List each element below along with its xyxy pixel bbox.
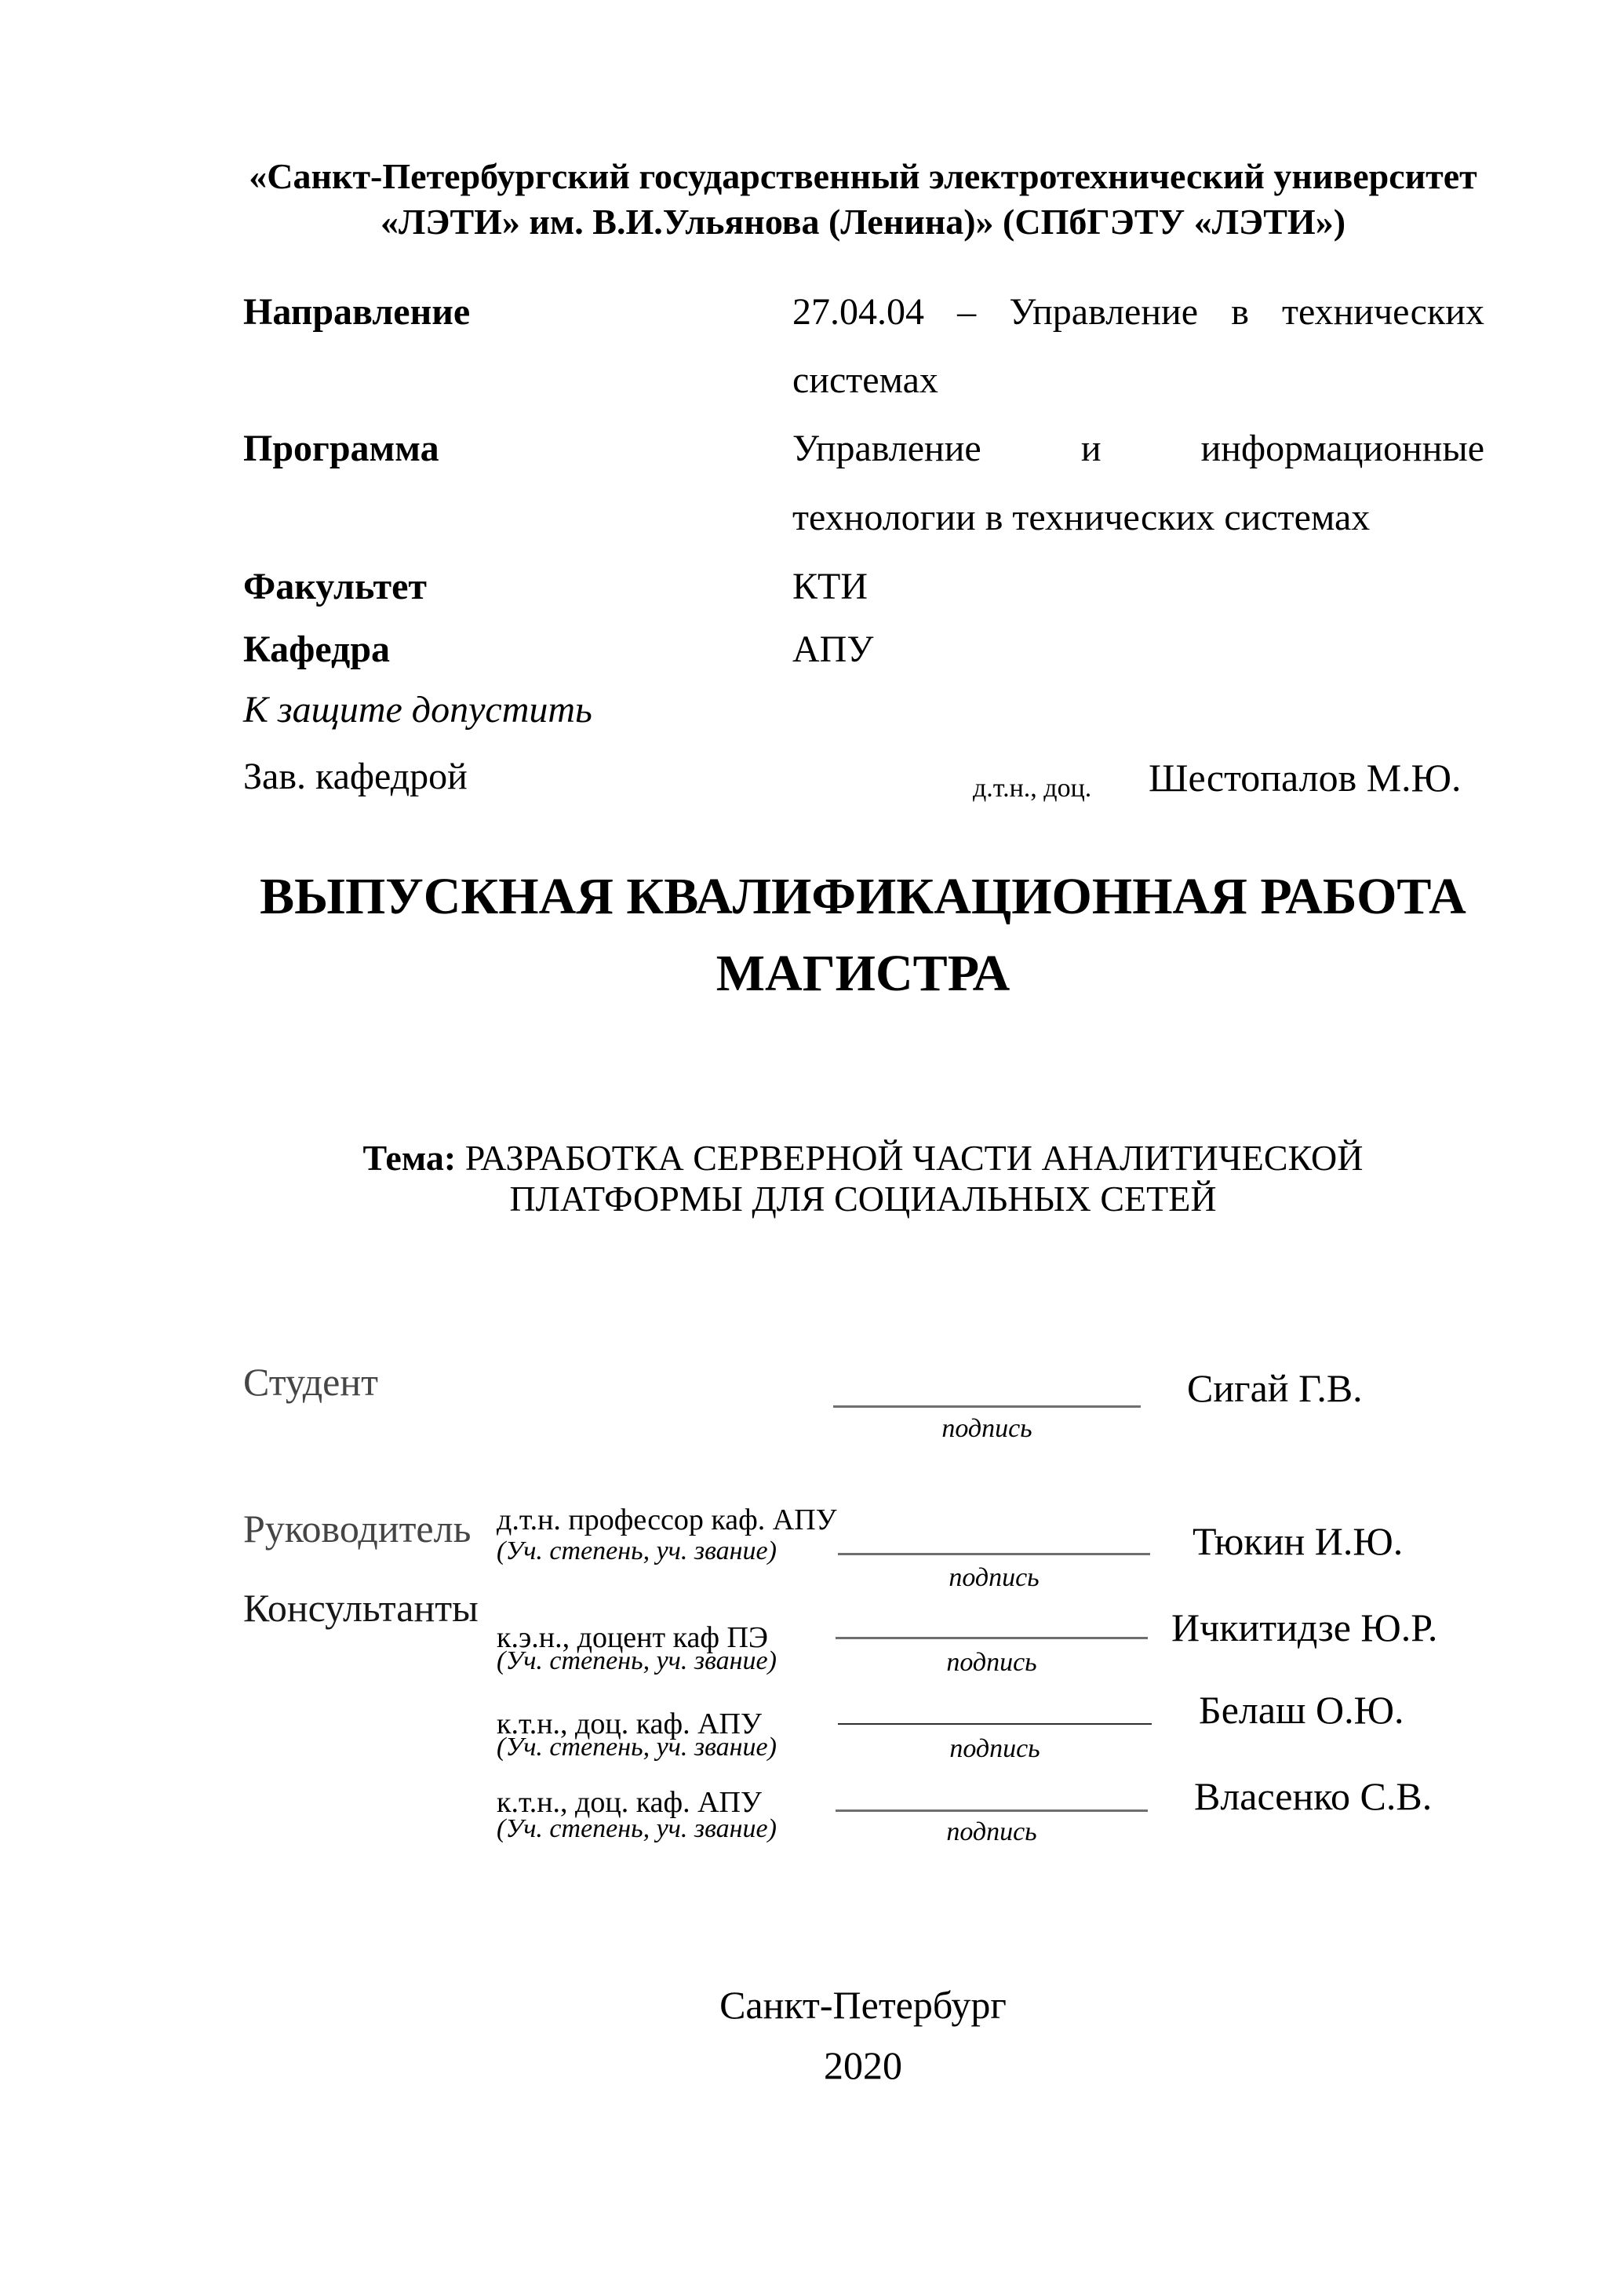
role-label-student: Студент xyxy=(243,1360,378,1404)
direction-value-line1: 27.04.04 – Управление в технических xyxy=(792,291,1484,333)
student-name: Сигай Г.В. xyxy=(1187,1366,1363,1410)
university-header-line1: «Санкт-Петербургский государственный электротехнический университет xyxy=(249,156,1477,196)
supervisor-name: Тюкин И.Ю. xyxy=(1193,1519,1404,1563)
consultant2-degree: к.т.н., доц. каф. АПУ xyxy=(497,1707,762,1740)
degree-caption: (Уч. степень, уч. звание) xyxy=(497,1536,777,1565)
signature-line xyxy=(836,1637,1148,1639)
consultant2-name: Белаш О.Ю. xyxy=(1199,1688,1404,1732)
consultant1-degree: к.э.н., доцент каф ПЭ xyxy=(497,1621,768,1654)
topic-text-line2: ПЛАТФОРМЫ ДЛЯ СОЦИАЛЬНЫХ СЕТЕЙ xyxy=(509,1179,1217,1219)
signature-caption: подпись xyxy=(949,1563,1040,1592)
signature-line xyxy=(833,1405,1141,1408)
thesis-title-line2: МАГИСТРА xyxy=(716,945,1010,1002)
signature-line xyxy=(836,1809,1148,1812)
footer-city: Санкт-Петербург xyxy=(719,1983,1007,2027)
degree-caption: (Уч. степень, уч. звание) xyxy=(497,1646,777,1675)
topic-text-line1: РАЗРАБОТКА СЕРВЕРНОЙ ЧАСТИ АНАЛИТИЧЕСКОЙ xyxy=(464,1138,1364,1178)
degree-caption: (Уч. степень, уч. звание) xyxy=(497,1814,777,1843)
signature-line xyxy=(838,1553,1150,1555)
thesis-title-line1: ВЫПУСКНАЯ КВАЛИФИКАЦИОННАЯ РАБОТА xyxy=(260,868,1466,925)
department-head-degree: д.т.н., доц. xyxy=(973,774,1092,803)
faculty-label: Факультет xyxy=(243,566,427,607)
topic-label: Тема: xyxy=(362,1138,457,1178)
degree-caption: (Уч. степень, уч. звание) xyxy=(497,1733,777,1762)
faculty-value: КТИ xyxy=(792,566,868,607)
department-head-name: Шестопалов М.Ю. xyxy=(1149,756,1462,800)
footer-year: 2020 xyxy=(824,2043,902,2087)
signature-line xyxy=(838,1723,1152,1725)
supervisor-degree: д.т.н. профессор каф. АПУ xyxy=(497,1503,837,1536)
program-value-line1: Управление и информационные xyxy=(792,428,1484,469)
direction-value-line2: системах xyxy=(792,359,938,401)
program-value-line2: технологии в технических системах xyxy=(792,497,1371,538)
department-value: АПУ xyxy=(792,629,874,670)
admission-permit-text: К защите допустить xyxy=(243,689,592,731)
consultant3-degree: к.т.н., доц. каф. АПУ xyxy=(497,1786,762,1819)
signature-caption: подпись xyxy=(941,1414,1032,1443)
department-head-label: Зав. кафедрой xyxy=(243,756,468,797)
university-header-line2: «ЛЭТИ» им. В.И.Ульянова (Ленина)» (СПбГЭТУ «ЛЭТИ») xyxy=(380,202,1346,242)
university-header xyxy=(243,154,1483,245)
thesis-title xyxy=(243,858,1483,1012)
signature-caption: подпись xyxy=(949,1734,1040,1763)
signature-caption: подпись xyxy=(946,1817,1037,1846)
program-label: Программа xyxy=(243,428,439,469)
direction-label: Направление xyxy=(243,291,471,333)
consultant1-name: Ичкитидзе Ю.Р. xyxy=(1171,1605,1438,1649)
role-label-supervisor: Руководитель xyxy=(243,1507,472,1551)
signature-caption: подпись xyxy=(946,1648,1037,1677)
topic-line1 xyxy=(243,1138,1483,1179)
consultant3-name: Власенко С.В. xyxy=(1194,1774,1433,1818)
department-label: Кафедра xyxy=(243,629,391,670)
role-label-consultants: Консультанты xyxy=(243,1586,479,1630)
topic-block xyxy=(243,1138,1483,1219)
